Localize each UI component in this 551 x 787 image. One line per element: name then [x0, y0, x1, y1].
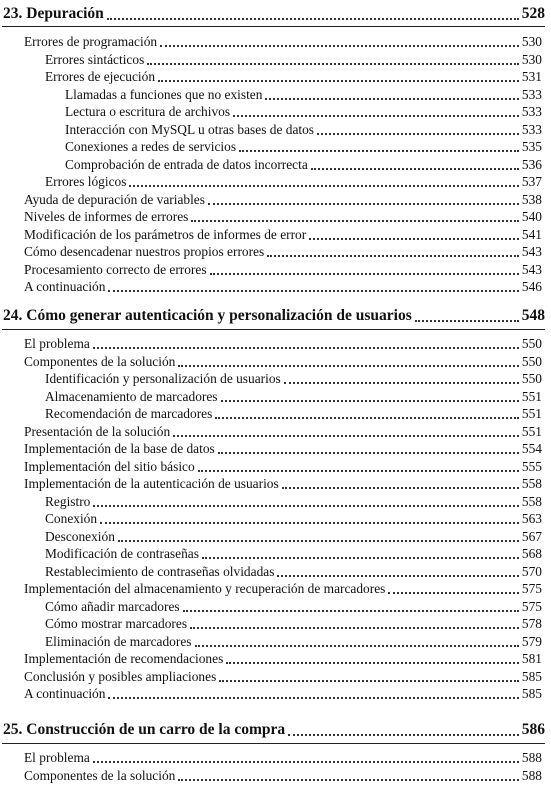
toc-entry[interactable] — [65, 156, 542, 173]
entry-title: Presentación de la solución — [24, 423, 171, 439]
toc-entry[interactable] — [45, 68, 542, 85]
chapter-title: 24. Cómo generar autenticación y personalización de usuarios — [3, 307, 412, 324]
dot-leader — [191, 220, 519, 222]
dot-leader — [282, 487, 519, 489]
entry-page-number: 563 — [521, 511, 542, 526]
entry-page-number: 551 — [521, 423, 542, 439]
entry-title: Eliminación de marcadores — [45, 633, 192, 649]
entry-page-number: 585 — [521, 686, 542, 701]
entry-page-number: 543 — [521, 261, 542, 277]
entry-title: Ayuda de depuración de variables — [24, 191, 205, 207]
toc-entry[interactable] — [45, 51, 542, 68]
entry-title: Implementación del almacenamiento y recuperación de marcadores — [24, 581, 386, 596]
dot-leader — [277, 575, 518, 577]
dot-leader — [210, 273, 519, 275]
entry-title: Componentes de la solución — [24, 767, 176, 783]
toc-entry[interactable] — [24, 335, 542, 352]
toc-entry[interactable] — [24, 191, 542, 208]
entry-page-number: 558 — [521, 476, 542, 491]
dot-leader — [309, 238, 519, 240]
dot-leader — [233, 115, 519, 117]
toc-entry[interactable] — [24, 668, 542, 685]
toc-entry[interactable] — [45, 173, 542, 190]
entry-title: Modificación de contraseñas — [45, 546, 199, 561]
entry-title: Implementación de recomendaciones — [24, 651, 224, 666]
toc-entry[interactable] — [65, 121, 542, 138]
toc-entry[interactable] — [24, 767, 542, 784]
entry-page-number: 558 — [521, 493, 542, 509]
chapter-page-number: 548 — [521, 307, 545, 324]
dot-leader — [158, 80, 519, 82]
entry-page-number: 568 — [521, 546, 542, 561]
entry-page-number: 536 — [521, 156, 542, 172]
dot-leader — [226, 662, 519, 664]
entry-title: Implementación de la autenticación de usuarios — [24, 476, 279, 491]
toc-entry[interactable] — [24, 226, 542, 243]
entry-title: Almacenamiento de marcadores — [45, 388, 218, 404]
toc-entry[interactable] — [65, 103, 542, 120]
chapter-title: 23. Depuración — [3, 5, 104, 22]
entry-title: El problema — [24, 336, 90, 351]
entry-title: Interacción con MySQL u otras bases de datos — [65, 121, 315, 137]
dot-leader — [107, 18, 519, 20]
toc-entry[interactable] — [45, 615, 542, 632]
entry-title: Modificación de los parámetros de informes de error — [24, 226, 307, 242]
entry-title: Cómo mostrar marcadores — [45, 616, 188, 631]
toc-entry[interactable] — [24, 423, 542, 440]
toc-entry[interactable] — [24, 208, 542, 225]
entry-page-number: 550 — [521, 371, 542, 386]
entry-title: Implementación del sitio básico — [24, 458, 195, 474]
toc-entry[interactable] — [24, 650, 542, 667]
toc-entry[interactable] — [24, 440, 542, 457]
entry-title: Identificación y personalización de usuarios — [45, 371, 281, 386]
dot-leader — [93, 505, 519, 507]
toc-entry[interactable] — [45, 405, 542, 422]
entry-page-number: 543 — [521, 244, 542, 259]
entry-title: Errores sintácticos — [45, 51, 145, 67]
entry-title: Desconexión — [45, 528, 115, 544]
dot-leader — [118, 540, 519, 542]
entry-title: Conexiones a redes de servicios — [65, 139, 237, 154]
chapter-heading[interactable] — [3, 718, 545, 740]
entry-page-number: 540 — [521, 209, 542, 224]
entry-title: Comprobación de entrada de datos incorrecta — [65, 156, 308, 172]
toc-entry[interactable] — [24, 353, 542, 370]
toc-entry[interactable] — [45, 493, 542, 510]
dot-leader — [108, 290, 518, 292]
chapter-heading[interactable] — [3, 2, 545, 24]
dot-leader — [173, 435, 519, 437]
chapter-title: 25. Construcción de un carro de la compra — [3, 721, 286, 738]
entry-page-number: 575 — [521, 598, 542, 614]
entry-title: Componentes de la solución — [24, 353, 176, 369]
entry-title: Errores lógicos — [45, 174, 127, 189]
entry-title: Cómo añadir marcadores — [45, 598, 180, 614]
entry-page-number: 578 — [521, 616, 542, 631]
entry-title: Recomendación de marcadores — [45, 406, 213, 421]
dot-leader — [221, 400, 519, 402]
entry-page-number: 533 — [521, 104, 542, 119]
chapter-divider — [2, 329, 545, 330]
dot-leader — [388, 592, 519, 594]
entry-title: Conclusión y posibles ampliaciones — [24, 668, 217, 684]
entry-page-number: 550 — [521, 336, 542, 351]
toc-entry[interactable] — [45, 545, 542, 562]
entry-page-number: 551 — [521, 406, 542, 421]
entry-title: Cómo desencadenar nuestros propios errores — [24, 244, 265, 259]
dot-leader — [284, 382, 519, 384]
entry-page-number: 555 — [521, 458, 542, 474]
dot-leader — [415, 320, 519, 322]
dot-leader — [202, 557, 519, 559]
entry-title: Registro — [45, 493, 91, 509]
dot-leader — [198, 470, 519, 472]
entry-title: Errores de ejecución — [45, 69, 156, 84]
dot-leader — [265, 98, 518, 100]
entry-title: Lectura o escritura de archivos — [65, 104, 231, 119]
toc-entry[interactable] — [45, 370, 542, 387]
toc-entry[interactable] — [45, 388, 542, 405]
entry-page-number: 530 — [521, 34, 542, 49]
entry-page-number: 570 — [521, 563, 542, 579]
dot-leader — [267, 255, 519, 257]
entry-title: Restablecimiento de contraseñas olvidadas — [45, 563, 275, 579]
entry-page-number: 533 — [521, 86, 542, 102]
entry-page-number: 581 — [521, 651, 542, 666]
chapter-divider — [2, 743, 545, 744]
entry-title: A continuación — [24, 686, 106, 701]
entry-title: A continuación — [24, 279, 106, 294]
chapter-divider — [2, 26, 545, 27]
entry-page-number: 579 — [521, 633, 542, 649]
toc-entry[interactable] — [24, 33, 542, 50]
dot-leader — [129, 185, 518, 187]
dot-leader — [93, 347, 519, 349]
entry-title: Errores de programación — [24, 34, 158, 49]
entry-page-number: 585 — [521, 668, 542, 684]
dot-leader — [147, 63, 519, 65]
toc-entry[interactable] — [45, 633, 542, 650]
dot-leader — [317, 133, 519, 135]
toc-entry[interactable] — [45, 598, 542, 615]
dot-leader — [178, 365, 519, 367]
entry-page-number: 554 — [521, 441, 542, 456]
dot-leader — [218, 452, 519, 454]
dot-leader — [178, 779, 519, 781]
entry-page-number: 531 — [521, 69, 542, 84]
toc-entry[interactable] — [65, 86, 542, 103]
chapter-page-number: 586 — [521, 721, 545, 738]
dot-leader — [219, 680, 519, 682]
toc-entry[interactable] — [24, 580, 542, 597]
dot-leader — [288, 734, 519, 736]
entry-title: Llamadas a funciones que no existen — [65, 86, 263, 102]
toc-entry[interactable] — [24, 475, 542, 492]
entry-page-number: 538 — [521, 191, 542, 207]
entry-page-number: 550 — [521, 353, 542, 369]
dot-leader — [183, 610, 519, 612]
dot-leader — [108, 697, 518, 699]
entry-page-number: 541 — [521, 226, 542, 242]
dot-leader — [208, 203, 519, 205]
toc-entry[interactable] — [45, 563, 542, 580]
entry-page-number: 535 — [521, 139, 542, 154]
dot-leader — [100, 522, 519, 524]
entry-page-number: 567 — [521, 528, 542, 544]
toc-entry[interactable] — [45, 510, 542, 527]
chapter-heading[interactable] — [3, 304, 545, 326]
entry-page-number: 537 — [521, 174, 542, 189]
toc-entry[interactable] — [65, 138, 542, 155]
entry-title: El problema — [24, 750, 90, 765]
entry-page-number: 533 — [521, 121, 542, 137]
chapter-page-number: 528 — [521, 5, 545, 22]
dot-leader — [93, 761, 519, 763]
entry-page-number: 575 — [521, 581, 542, 596]
dot-leader — [311, 168, 519, 170]
dot-leader — [190, 627, 519, 629]
entry-page-number: 551 — [521, 388, 542, 404]
entry-page-number: 588 — [521, 750, 542, 765]
toc-entry[interactable] — [24, 243, 542, 260]
entry-page-number: 588 — [521, 767, 542, 783]
toc-entry[interactable] — [45, 528, 542, 545]
toc-entry[interactable] — [24, 261, 542, 278]
entry-title: Procesamiento correcto de errores — [24, 261, 207, 277]
toc-entry[interactable] — [24, 685, 542, 702]
toc-entry[interactable] — [24, 278, 542, 295]
entry-title: Niveles de informes de errores — [24, 209, 189, 224]
dot-leader — [215, 417, 519, 419]
dot-leader — [195, 645, 519, 647]
entry-page-number: 530 — [521, 51, 542, 67]
toc-entry[interactable] — [24, 749, 542, 766]
dot-leader — [160, 45, 519, 47]
entry-title: Conexión — [45, 511, 98, 526]
dot-leader — [239, 150, 519, 152]
entry-page-number: 546 — [521, 279, 542, 294]
toc-entry[interactable] — [24, 458, 542, 475]
entry-title: Implementación de la base de datos — [24, 441, 215, 456]
